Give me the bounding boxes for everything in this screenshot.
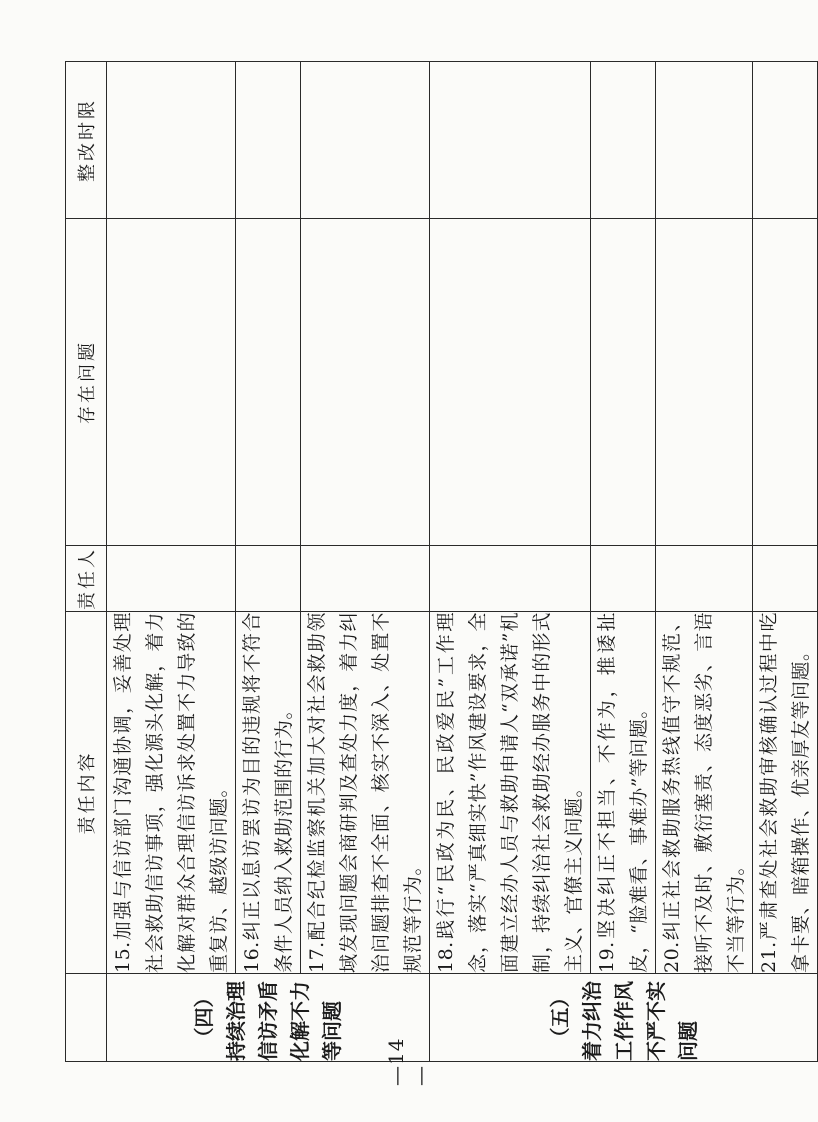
problem-cell xyxy=(107,219,236,546)
item-content: 19.坚决纠正不担当、不作为，推诿扯皮，“脸难看、事难办”等问题。 xyxy=(591,612,656,974)
category-cell xyxy=(430,974,818,1062)
person-cell xyxy=(301,546,430,612)
person-cell xyxy=(753,546,818,612)
deadline-cell xyxy=(107,62,236,219)
problem-cell xyxy=(301,219,430,546)
header-content: 责任内容 xyxy=(66,612,107,974)
category-lead: （四） xyxy=(192,987,216,1048)
deadline-cell xyxy=(753,62,818,219)
table-row xyxy=(430,62,591,1062)
deadline-cell xyxy=(236,62,301,219)
page-number: —14— xyxy=(384,1037,432,1086)
problem-cell xyxy=(236,219,301,546)
table-row xyxy=(591,62,656,1062)
deadline-cell xyxy=(591,62,656,219)
person-cell xyxy=(591,546,656,612)
person-cell xyxy=(236,546,301,612)
item-content: 16.纠正以息访罢访为目的违规将不符合条件人员纳入救助范围的行为。 xyxy=(236,612,301,974)
category-title: 持续治理信访矛盾化解不力等问题 xyxy=(224,981,344,1061)
item-content: 17.配合纪检监察机关加大对社会救助领域发现问题会商研判及查处力度，着力纠治问题排查不全面、核实不深入、处置不规范等行为。 xyxy=(301,612,430,974)
deadline-cell xyxy=(656,62,753,219)
table-row xyxy=(236,62,301,1062)
problem-cell xyxy=(656,219,753,546)
header-category xyxy=(66,974,107,1062)
category-lead: （五） xyxy=(547,987,572,1048)
person-cell xyxy=(107,546,236,612)
header-deadline: 整改时限 xyxy=(66,62,107,219)
table-row xyxy=(301,62,430,1062)
category-cell xyxy=(107,974,430,1062)
table-row xyxy=(753,62,818,1062)
header-person: 责任人 xyxy=(66,546,107,612)
table-row xyxy=(656,62,753,1062)
table-row xyxy=(107,62,236,1062)
item-content: 20.纠正社会救助服务热线值守不规范、接听不及时、敷衍塞责、态度恶劣、言语不当等行为。 xyxy=(656,612,753,974)
category-title: 着力纠治工作作风不严不实问题 xyxy=(579,981,700,1061)
problem-cell xyxy=(753,219,818,546)
item-content: 15.加强与信访部门沟通协调，妥善处理社会救助信访事项，强化源头化解，着力化解对群众合理信访诉求处置不力导致的重复访、越级访问题。 xyxy=(107,612,236,974)
rotated-table-container xyxy=(65,62,812,1062)
problem-cell xyxy=(430,219,591,546)
problem-cell xyxy=(591,219,656,546)
header-problem: 存在问题 xyxy=(66,219,107,546)
table-header-row xyxy=(66,62,107,1062)
item-content: 18.践行“民政为民、民政爱民”工作理念，落实“严真细实快”作风建设要求，全面建立经办人员与救助申请人“双承诺”机制，持续纠治社会救助经办服务中的形式主义、官僚主义问题。 xyxy=(430,612,591,974)
person-cell xyxy=(430,546,591,612)
person-cell xyxy=(656,546,753,612)
deadline-cell xyxy=(430,62,591,219)
deadline-cell xyxy=(301,62,430,219)
item-content: 21.严肃查处社会救助审核确认过程中吃拿卡要、暗箱操作、优亲厚友等问题。 xyxy=(753,612,818,974)
responsibility-table xyxy=(65,61,818,1062)
